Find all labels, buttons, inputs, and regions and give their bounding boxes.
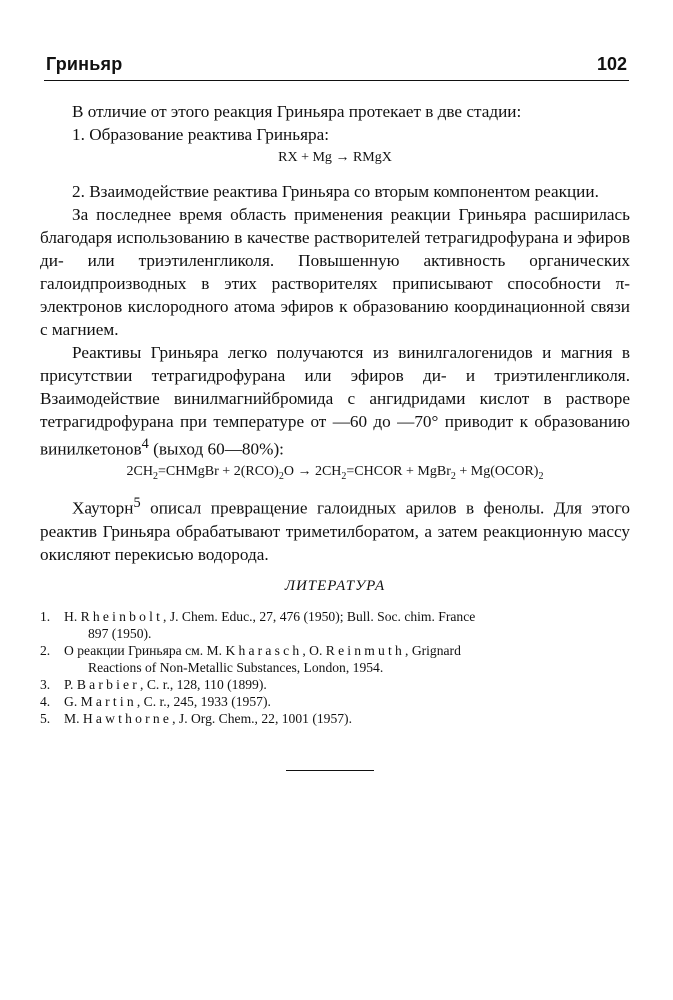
literature-heading: ЛИТЕРАТУРА (284, 578, 386, 594)
reference-author: Kharasch (225, 643, 303, 658)
step-1: 1. Образование реактива Гриньяра: (72, 125, 329, 144)
reference-author: Rheinbolt (80, 609, 164, 624)
footnote-ref-4: 4 (141, 436, 149, 452)
author-hawthorne: Хауторн (72, 498, 134, 518)
reference-number: 2. (40, 643, 51, 658)
reference-item (40, 642, 630, 676)
paragraph-1 (40, 100, 630, 146)
eq2-sub: 2 (278, 470, 284, 482)
equation-2 (40, 464, 630, 482)
reference-source: , J. Chem. Educ., 27, 476 (1950); Bull. Soc. chim. France (163, 609, 476, 624)
eq2-sub: 2 (153, 470, 158, 482)
paragraph-hawthorne (40, 492, 630, 566)
running-head-title: Гриньяр (46, 54, 123, 74)
reference-author: Hawthorne (82, 711, 173, 726)
reference-source-cont: Reactions of Non-Metallic Substances, London, 1954. (88, 660, 384, 675)
reference-number: 1. (40, 609, 51, 624)
reference-list (40, 608, 630, 727)
reference-number: 3. (40, 677, 51, 692)
eq2-sub: 2 (450, 470, 456, 482)
reference-number: 5. (40, 711, 51, 726)
reference-initial: , O. (302, 643, 323, 658)
eq2-part: 2CH (126, 464, 153, 479)
paragraph-solvents: За последнее время область применения реакции Гриньяра расширилась благодаря использованию в качестве растворителей тетрагидрофурана и эфиров ди- или триэтиленгликоля. Повышенную активность органических галоидпроизводных в этих растворителях приписывают способности π-электронов кислородного атома эфиров к образованию координационной связи с магнием. (40, 205, 630, 339)
reference-item (40, 693, 630, 710)
reference-source: , C. r., 128, 110 (1899). (140, 677, 267, 692)
reference-number: 4. (40, 694, 51, 709)
reference-initial: H. (64, 609, 78, 624)
reference-initial: P. (64, 677, 74, 692)
p5-tail: (выход 60—80%): (148, 439, 284, 459)
eq2-sub: 2 (341, 470, 347, 482)
reference-item (40, 676, 630, 693)
reference-source-cont: 897 (1950). (88, 626, 152, 641)
reference-item (40, 710, 630, 727)
eq1-right: RMgX (352, 150, 392, 165)
reference-author: Martin (80, 694, 137, 709)
footnote-ref-5: 5 (133, 495, 141, 511)
equation-1 (40, 150, 630, 166)
eq2-part: O (283, 464, 294, 479)
reference-source: , J. Org. Chem., 22, 1001 (1957). (172, 711, 352, 726)
reference-author: Reinmuth (325, 643, 406, 658)
reference-initial: G. (64, 694, 78, 709)
eq1-left: RX + Mg (278, 150, 332, 165)
reference-initial: M. (64, 711, 80, 726)
reference-item (40, 608, 630, 642)
p6-text: описал превращение галоидных арилов в фенолы. Для этого реактив Гриньяра обрабатывают триметилборатом, а затем реакционную массу окисляют перекисью водорода. (40, 498, 630, 564)
paragraph-intro: В отличие от этого реакция Гриньяра протекает в две стадии: (72, 102, 522, 121)
eq2-part: 2CH (314, 464, 342, 479)
end-rule-divider (286, 770, 374, 771)
eq2-sub: 2 (538, 470, 544, 482)
eq2-part: =CHCOR + MgBr (346, 464, 451, 479)
paragraph-phenols (40, 492, 630, 566)
eq1-arrow: → (335, 150, 350, 165)
reference-source: , C. r., 245, 1933 (1957). (136, 694, 271, 709)
eq2-part: + Mg(OCOR) (455, 464, 539, 479)
step-2: 2. Взаимодействие реактива Гриньяра со вторым компонентом реакции. (72, 182, 599, 201)
paragraph-vinyl (40, 341, 630, 461)
reference-initial: О реакции Гриньяра см. M. (64, 643, 223, 658)
eq2-arrow: → (297, 464, 312, 479)
body-block (40, 180, 630, 461)
eq2-part: =CHMgBr + 2(RCO) (158, 464, 279, 479)
reference-source: , Grignard (405, 643, 461, 658)
page-number: 102 (596, 54, 627, 74)
running-head (44, 54, 629, 81)
reference-author: Barbier (76, 677, 141, 692)
p5-text: Реактивы Гриньяра легко получаются из винилгалогенидов и магния в присутствии тетрагидрофурана или эфиров ди- и триэтиленгликоля. Взаимодействие винилмагнийбромида с ангидридами кислот в растворе тетрагидрофурана при температуре от —60 до —70° приводит к образованию винилкетонов (40, 343, 630, 459)
